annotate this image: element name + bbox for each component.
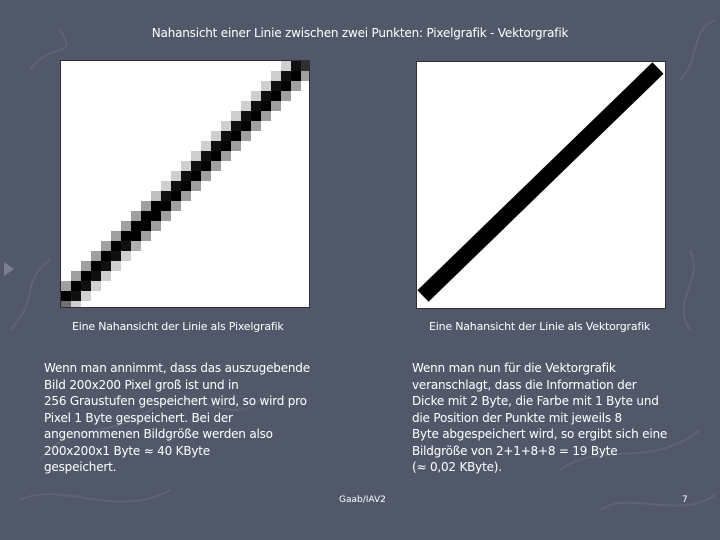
pixel-cell (61, 301, 71, 307)
pixel-cell (281, 61, 291, 71)
text-line: veranschlagt, dass die Information der (412, 377, 637, 392)
pixel-cell (121, 251, 131, 261)
pixel-cell (241, 111, 251, 121)
pixel-cell (281, 81, 291, 91)
pixel-cell (111, 251, 121, 261)
pixel-cell (211, 131, 221, 141)
vector-line (423, 68, 658, 296)
pixel-cell (131, 231, 141, 241)
pixel-cell (191, 171, 201, 181)
pixel-cell (101, 251, 111, 261)
pixel-cell (221, 131, 231, 141)
pixel-cell (161, 201, 171, 211)
pixel-cell (71, 281, 81, 291)
pixel-cell (251, 101, 261, 111)
page-number: 7 (682, 495, 688, 505)
pixel-cell (271, 91, 281, 101)
text-line: die Position der Punkte mit jeweils 8 (412, 410, 622, 425)
pixel-cell (91, 251, 101, 261)
triangle-right-icon[interactable] (4, 262, 14, 276)
vector-caption: Eine Nahansicht der Linie als Vektorgrafik (429, 320, 651, 333)
pixel-cell (241, 131, 251, 141)
text-line: (≈ 0,02 KByte). (412, 460, 502, 474)
pixel-cell (141, 221, 151, 231)
pixel-cell (91, 281, 101, 291)
pixel-cell (271, 101, 281, 111)
pixel-cell (171, 171, 181, 181)
pixel-cell (171, 201, 181, 211)
pixel-cell (181, 161, 191, 171)
pixel-cell (141, 201, 151, 211)
text-line: gespeichert. (44, 460, 117, 474)
pixel-cell (261, 81, 271, 91)
pixel-cell (121, 241, 131, 251)
pixel-cell (191, 181, 201, 191)
pixel-cell (221, 141, 231, 151)
pixel-cell (121, 221, 131, 231)
pixel-cell (91, 271, 101, 281)
text-line: 256 Graustufen gespeichert wird, so wird pro (44, 394, 307, 408)
pixel-cell (301, 61, 309, 71)
pixel-cell (301, 71, 309, 81)
pixel-cell (141, 211, 151, 221)
pixel-cell (231, 141, 241, 151)
pixel-cell (191, 151, 201, 161)
text-line: Bild 200x200 Pixel groß ist und in (44, 377, 239, 392)
pixel-cell (241, 101, 251, 111)
pixel-cell (171, 181, 181, 191)
text-line: 200x200x1 Byte ≈ 40 KByte (44, 443, 210, 458)
pixel-cell (201, 171, 211, 181)
pixel-cell (201, 141, 211, 151)
pixel-cell (111, 231, 121, 241)
pixel-cell (121, 231, 131, 241)
pixel-cell (211, 151, 221, 161)
text-line: Dicke mit 2 Byte, die Farbe mit 1 Byte und (412, 394, 659, 408)
pixel-cell (181, 191, 191, 201)
pixel-cell (251, 121, 261, 131)
pixel-cell (211, 161, 221, 171)
text-line: Pixel 1 Byte gespeichert. Bei der (44, 410, 233, 425)
pixel-cell (161, 211, 171, 221)
pixel-cell (101, 271, 111, 281)
pixel-cell (111, 261, 121, 271)
text-line: Wenn man nun für die Vektorgrafik (412, 361, 616, 375)
pixel-cell (91, 261, 101, 271)
pixel-cell (191, 161, 201, 171)
pixel-cell (281, 91, 291, 101)
pixel-cell (61, 281, 71, 291)
pixel-cell (81, 271, 91, 281)
pixel-cell (71, 291, 81, 301)
pixel-caption: Eine Nahansicht der Linie als Pixelgrafik (72, 320, 284, 333)
pixel-cell (291, 81, 301, 91)
pixel-cell (201, 151, 211, 161)
pixel-cell (251, 91, 261, 101)
pixel-cell (181, 171, 191, 181)
pixel-cell (261, 111, 271, 121)
pixel-cell (171, 191, 181, 201)
pixel-description (44, 360, 310, 476)
pixel-cell (141, 231, 151, 241)
pixel-cell (261, 91, 271, 101)
pixel-graphic-image (60, 60, 310, 308)
pixel-cell (151, 221, 161, 231)
pixel-cell (81, 261, 91, 271)
pixel-cell (151, 211, 161, 221)
pixel-cell (231, 131, 241, 141)
footer-author: Gaab/IAV2 (339, 495, 386, 505)
pixel-cell (161, 181, 171, 191)
pixel-cell (71, 271, 81, 281)
pixel-cell (151, 191, 161, 201)
pixel-cell (101, 241, 111, 251)
pixel-cell (81, 281, 91, 291)
pixel-cell (151, 201, 161, 211)
pixel-cell (281, 71, 291, 81)
pixel-cell (71, 301, 81, 307)
text-line: Bildgröße von 2+1+8+8 = 19 Byte (412, 443, 618, 458)
pixel-cell (271, 71, 281, 81)
pixel-cell (271, 81, 281, 91)
pixel-cell (231, 121, 241, 131)
text-line: Byte abgespeichert wird, so ergibt sich eine (412, 427, 668, 441)
pixel-cell (131, 241, 141, 251)
pixel-cell (221, 121, 231, 131)
text-line: Wenn man annimmt, dass das auszugebende (44, 361, 310, 375)
pixel-cell (291, 71, 301, 81)
pixel-cell (221, 151, 231, 161)
pixel-cell (181, 181, 191, 191)
pixel-cell (131, 211, 141, 221)
pixel-cell (131, 221, 141, 231)
pixel-cell (291, 61, 301, 71)
pixel-cell (251, 111, 261, 121)
vector-graphic-image (416, 61, 666, 309)
pixel-cell (261, 101, 271, 111)
pixel-cell (201, 161, 211, 171)
vector-description (412, 360, 667, 476)
pixel-cell (211, 141, 221, 151)
pixel-cell (61, 291, 71, 301)
pixel-cell (111, 241, 121, 251)
text-line: angenommenen Bildgröße werden also (44, 427, 273, 441)
slide-title: Nahansicht einer Linie zwischen zwei Punkten: Pixelgrafik - Vektorgrafik (151, 26, 569, 40)
pixel-cell (161, 191, 171, 201)
pixel-cell (101, 261, 111, 271)
pixel-cell (81, 291, 91, 301)
pixel-cell (241, 121, 251, 131)
pixel-cell (231, 111, 241, 121)
